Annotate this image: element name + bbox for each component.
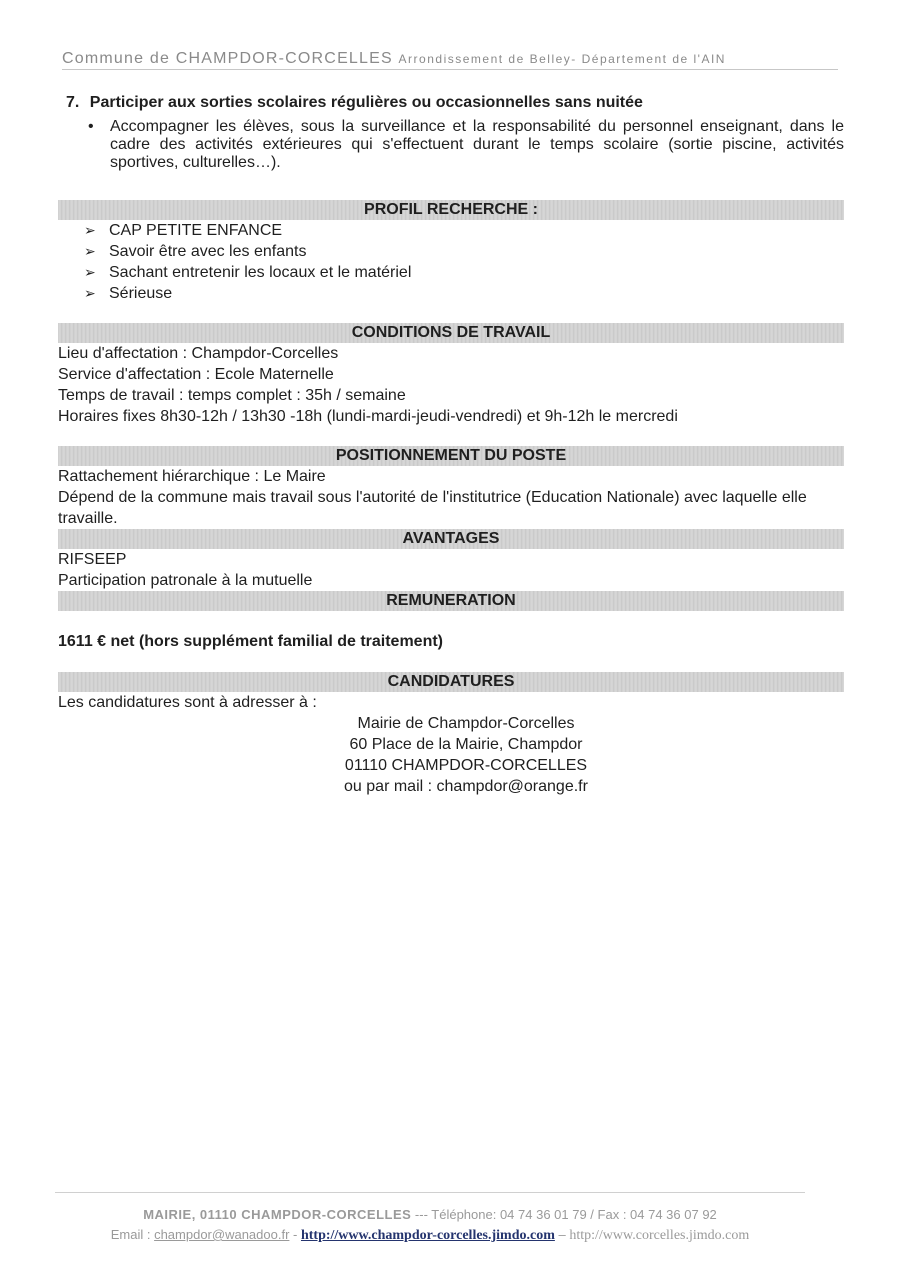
footer-email-link[interactable]: champdor@wanadoo.fr — [154, 1227, 290, 1242]
positionnement-line: Dépend de la commune mais travail sous l'autorité de l'institutrice (Education Nationale) avec laquelle elle travaille. — [58, 489, 807, 527]
footer-website-2: http://www.corcelles.jimdo.com — [569, 1228, 750, 1243]
list-item: ➢ Savoir être avec les enfants — [84, 243, 307, 260]
footer-line-1 — [55, 1205, 805, 1225]
positionnement-line: Rattachement hiérarchique : Le Maire — [58, 468, 326, 485]
section-7-heading — [66, 94, 844, 112]
section-7-title: Participer aux sorties scolaires régulières ou occasionnelles sans nuitée — [89, 94, 643, 111]
arrow-right-icon: ➢ — [84, 285, 96, 301]
list-item: ➢ Sachant entretenir les locaux et le matériel — [84, 264, 412, 281]
profil-list — [58, 220, 844, 304]
conditions-band — [58, 323, 844, 343]
conditions-line: Service d'affectation : Ecole Maternelle — [58, 366, 334, 383]
footer-sep-2: – — [554, 1227, 570, 1242]
header-subtitle: Arrondissement de Belley- Département de l'AIN — [398, 52, 726, 66]
page-footer — [55, 1192, 805, 1246]
conditions-line: Temps de travail : temps complet : 35h / semaine — [58, 387, 406, 404]
arrow-right-icon: ➢ — [84, 222, 96, 238]
address-line: 60 Place de la Mairie, Champdor — [349, 736, 583, 753]
remuneration-amount: 1611 € net (hors supplément familial de traitement) — [58, 633, 443, 650]
conditions-title: CONDITIONS DE TRAVAIL — [351, 324, 551, 341]
arrow-right-icon: ➢ — [84, 264, 96, 280]
profil-band — [58, 200, 844, 220]
footer-mairie: MAIRIE, 01110 CHAMPDOR-CORCELLES — [143, 1207, 412, 1222]
candidatures-title: CANDIDATURES — [387, 673, 515, 690]
profil-title: PROFIL RECHERCHE : — [364, 201, 538, 218]
footer-sep-1: - — [289, 1227, 301, 1242]
remuneration-band — [58, 591, 844, 611]
positionnement-band — [58, 446, 844, 466]
avantages-line: RIFSEEP — [58, 551, 127, 568]
header-commune: Commune de CHAMPDOR-CORCELLES — [62, 50, 393, 67]
section-7-text: Accompagner les élèves, sous la surveillance et la responsabilité du personnel enseignant, dans le cadre des activités extérieures qui s'effectuent durant le temps scolaire (sortie piscine, activités sportives, culturelles…). — [110, 118, 844, 171]
positionnement-title: POSITIONNEMENT DU POSTE — [335, 447, 567, 464]
section-7-number: 7. — [66, 94, 80, 111]
bullet-icon: • — [88, 118, 94, 135]
footer-email-label: Email : — [110, 1227, 155, 1242]
remuneration-title: REMUNERATION — [386, 592, 516, 609]
avantages-band — [58, 529, 844, 549]
footer-line-2 — [55, 1225, 805, 1246]
footer-website-link[interactable]: http://www.champdor-corcelles.jimdo.com — [300, 1228, 555, 1243]
candidatures-band — [58, 672, 844, 692]
address-email-line: ou par mail : champdor@orange.fr — [344, 778, 588, 795]
avantages-line: Participation patronale à la mutuelle — [58, 572, 313, 589]
footer-phone-fax: --- Téléphone: 04 74 36 01 79 / Fax : 04 74 36 07 92 — [411, 1207, 717, 1222]
address-line: Mairie de Champdor-Corcelles — [357, 715, 575, 732]
conditions-line: Lieu d'affectation : Champdor-Corcelles — [58, 345, 339, 362]
conditions-line: Horaires fixes 8h30-12h / 13h30 -18h (lundi-mardi-jeudi-vendredi) et 9h-12h le mercredi — [58, 408, 678, 425]
avantages-title: AVANTAGES — [402, 530, 500, 547]
arrow-right-icon: ➢ — [84, 243, 96, 259]
list-item: ➢ CAP PETITE ENFANCE — [84, 222, 283, 239]
page-header — [62, 50, 838, 70]
candidatures-intro: Les candidatures sont à adresser à : — [58, 694, 317, 711]
section-7-bullet — [88, 118, 844, 172]
address-line: 01110 CHAMPDOR-CORCELLES — [344, 757, 588, 774]
document-body — [58, 94, 844, 797]
list-item: ➢ Sérieuse — [84, 285, 173, 302]
